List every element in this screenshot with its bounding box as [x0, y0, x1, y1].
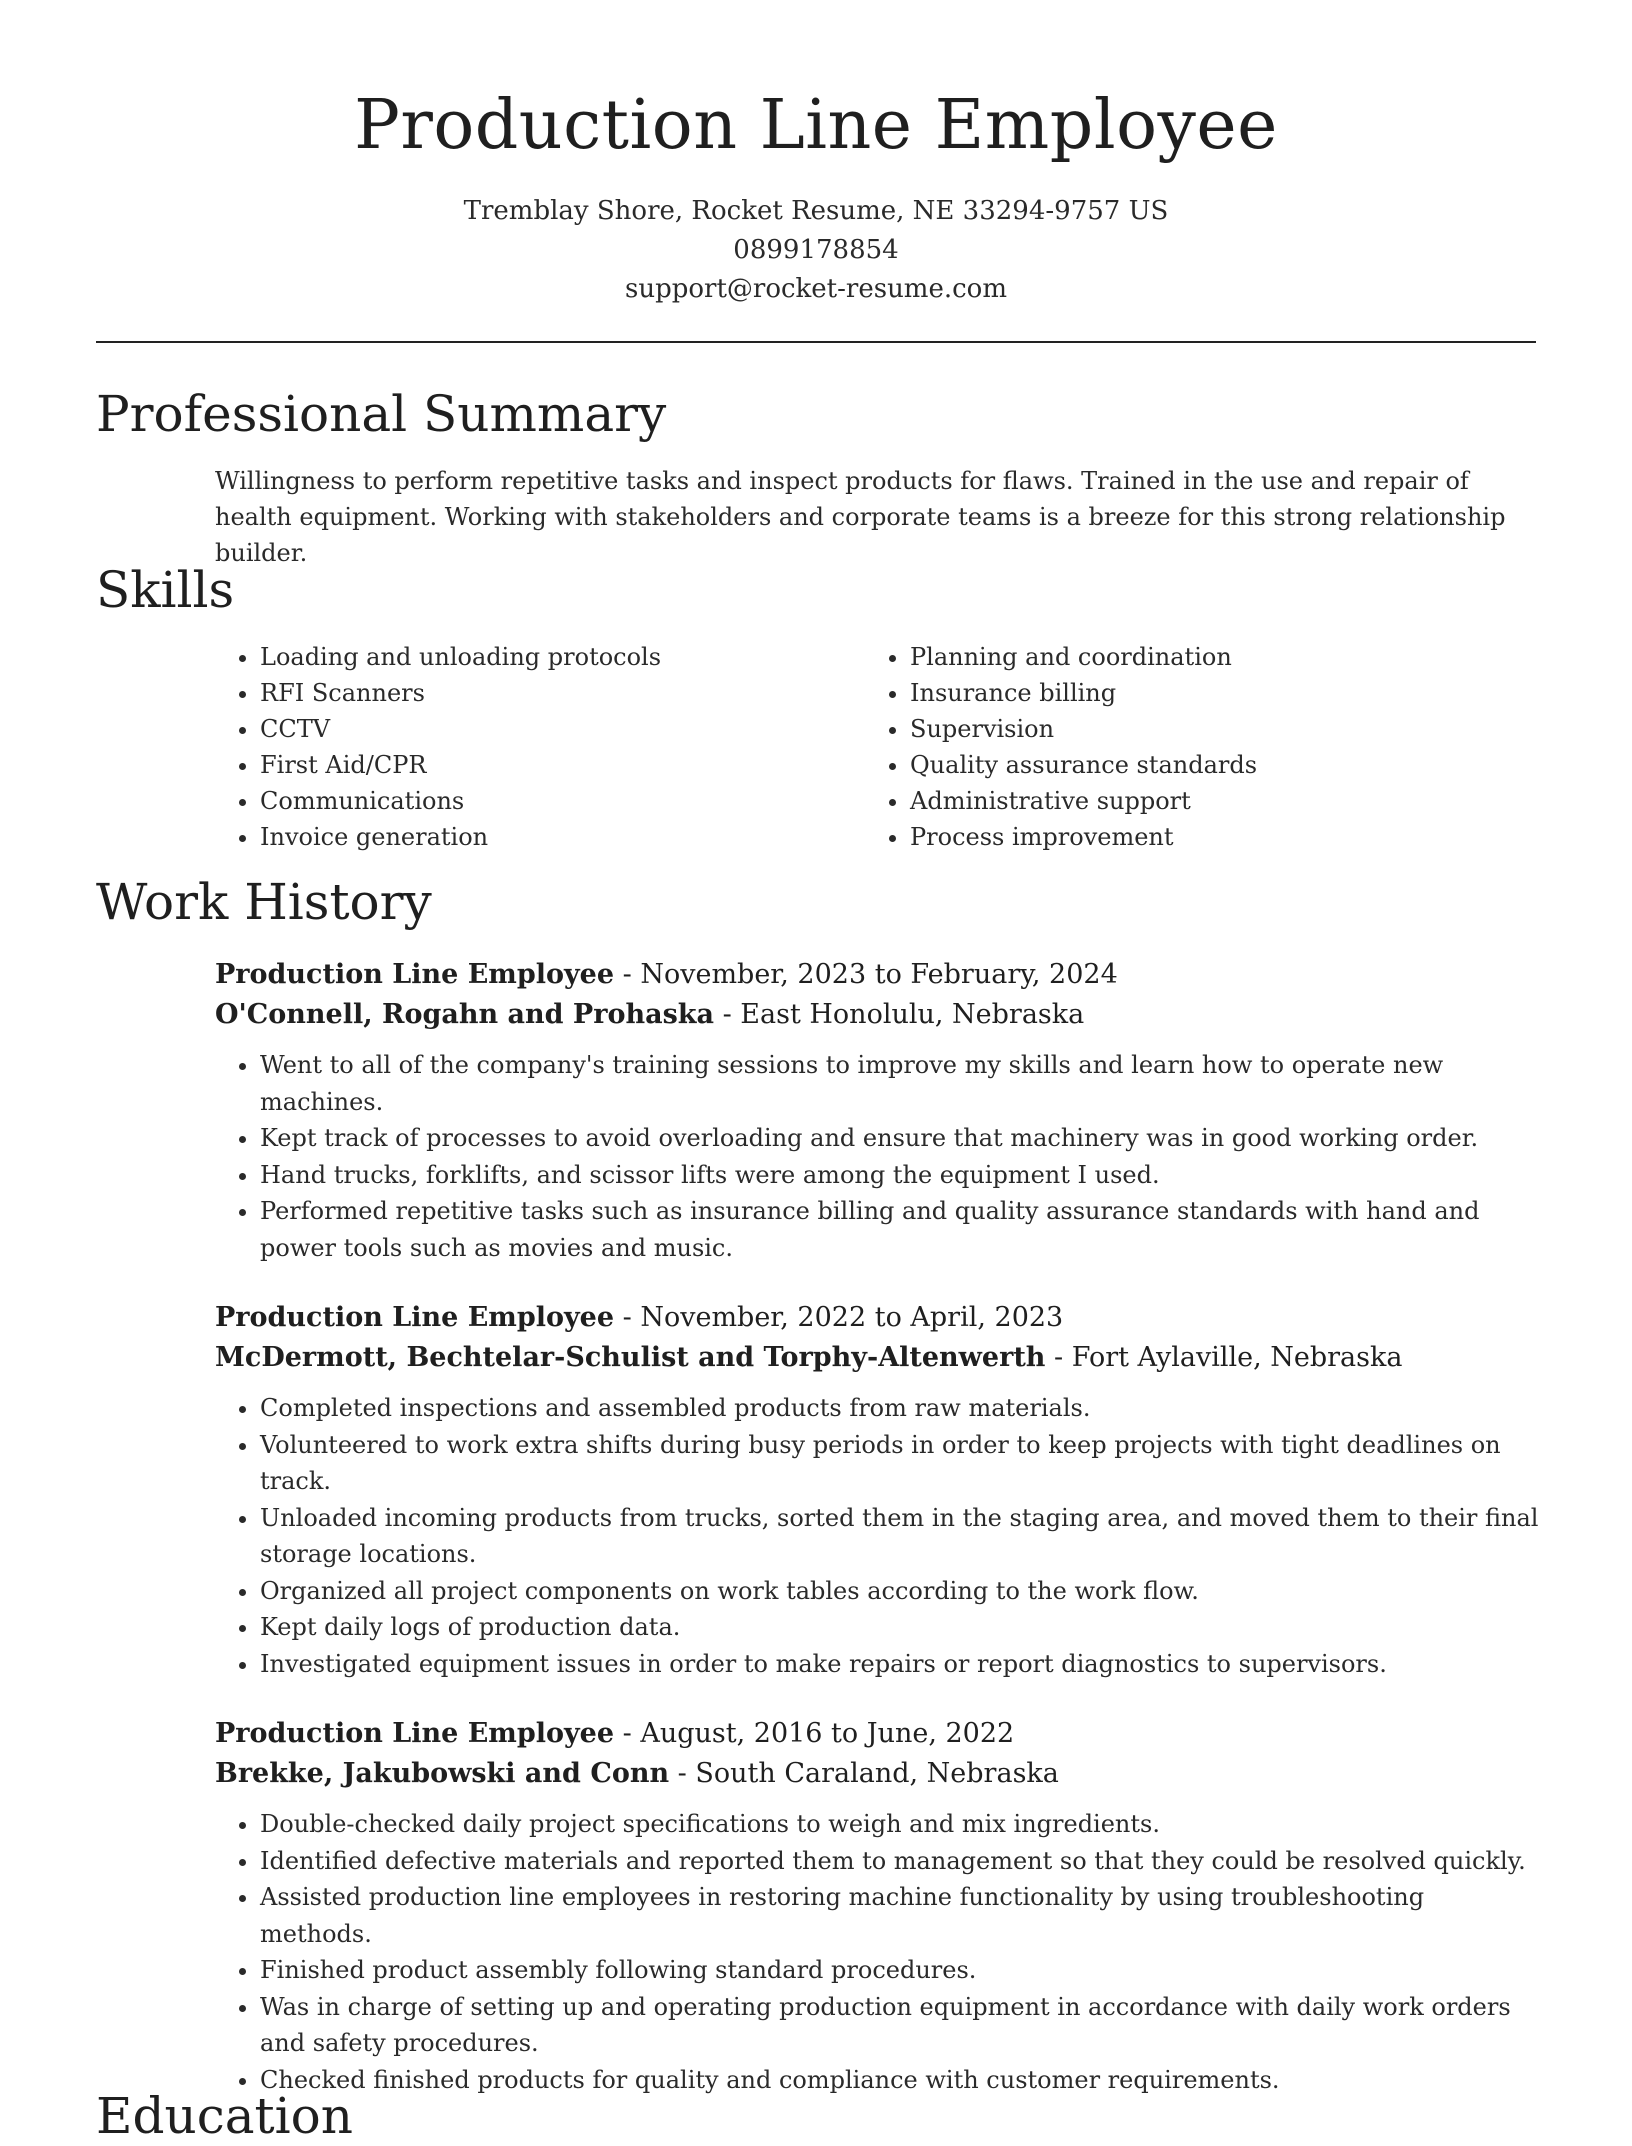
job-bullets — [215, 1390, 1540, 1682]
skill-item: • Loading and unloading protocols — [260, 639, 865, 675]
job-dates: - November, 2022 to April, 2023 — [614, 1302, 1064, 1333]
job-bullets — [215, 1806, 1540, 2098]
job-company: O'Connell, Rogahn and Prohaska — [215, 999, 714, 1030]
job-entry — [215, 1714, 1540, 2098]
job-dates: - August, 2016 to June, 2022 — [614, 1718, 1015, 1749]
job-bullet: • Checked finished products for quality and compliance with customer requirements. — [260, 2062, 1540, 2099]
job-bullet: • Kept track of processes to avoid overloading and ensure that machinery was in good working order. — [260, 1120, 1540, 1157]
job-dates: - November, 2023 to February, 2024 — [614, 959, 1118, 990]
job-location: - East Honolulu, Nebraska — [714, 999, 1085, 1030]
summary-text: Willingness to perform repetitive tasks and inspect products for flaws. Trained in the use and repair of health equipment. Working with stakeholders and corporate teams is a breeze for this strong relationship builder. — [215, 467, 1506, 567]
header-divider — [96, 341, 1536, 343]
work-history-heading: Work History — [96, 873, 432, 931]
job-location: - South Caraland, Nebraska — [669, 1758, 1059, 1789]
job-bullet: • Performed repetitive tasks such as insurance billing and quality assurance standards with hand and power tools such as movies and music. — [260, 1193, 1540, 1266]
contact-address: Tremblay Shore, Rocket Resume, NE 33294-9757 US — [463, 196, 1169, 226]
skill-item: • Invoice generation — [260, 819, 865, 855]
skill-item: • Supervision — [910, 711, 1515, 747]
job-entry — [215, 955, 1540, 1266]
job-role: Production Line Employee — [215, 959, 615, 990]
job-role: Production Line Employee — [215, 1302, 615, 1333]
job-bullet: • Completed inspections and assembled products from raw materials. — [260, 1390, 1540, 1427]
job-location: - Fort Aylaville, Nebraska — [1045, 1342, 1403, 1373]
skill-item: • Planning and coordination — [910, 639, 1515, 675]
skill-item: • Quality assurance standards — [910, 747, 1515, 783]
job-title-line — [215, 955, 1540, 995]
job-company: McDermott, Bechtelar-Schulist and Torphy-Altenwerth — [215, 1342, 1046, 1373]
job-bullet: • Kept daily logs of production data. — [260, 1609, 1540, 1646]
job-company-line — [215, 1338, 1540, 1378]
job-bullet: • Unloaded incoming products from trucks, sorted them in the staging area, and moved them to their final storage locations. — [260, 1500, 1540, 1573]
job-bullet: • Went to all of the company's training sessions to improve my skills and learn how to operate new machines. — [260, 1047, 1540, 1120]
contact-info — [96, 192, 1536, 309]
skill-item: • Process improvement — [910, 819, 1515, 855]
summary-heading: Professional Summary — [96, 385, 667, 443]
job-bullet: • Finished product assembly following standard procedures. — [260, 1952, 1540, 1989]
job-bullet: • Assisted production line employees in restoring machine functionality by using troubleshooting methods. — [260, 1879, 1540, 1952]
job-bullet: • Double-checked daily project specifications to weigh and mix ingredients. — [260, 1806, 1540, 1843]
skill-item: • RFI Scanners — [260, 675, 865, 711]
skill-item: • CCTV — [260, 711, 865, 747]
job-bullet: • Organized all project components on work tables according to the work flow. — [260, 1573, 1540, 1610]
skills-heading: Skills — [96, 561, 235, 619]
job-company-line — [215, 995, 1540, 1035]
skill-item: • Communications — [260, 783, 865, 819]
job-bullet: • Investigated equipment issues in order to make repairs or report diagnostics to supervisors. — [260, 1646, 1540, 1683]
job-bullet: • Hand trucks, forklifts, and scissor lifts were among the equipment I used. — [260, 1157, 1540, 1194]
candidate-name: Production Line Employee — [354, 86, 1278, 165]
job-bullets — [215, 1047, 1540, 1266]
job-bullet: • Volunteered to work extra shifts during busy periods in order to keep projects with tight deadlines on track. — [260, 1427, 1540, 1500]
job-bullet: • Identified defective materials and reported them to management so that they could be resolved quickly. — [260, 1843, 1540, 1880]
skill-item: • Administrative support — [910, 783, 1515, 819]
job-company: Brekke, Jakubowski and Conn — [215, 1758, 670, 1789]
job-company-line — [215, 1754, 1540, 1794]
job-role: Production Line Employee — [215, 1718, 615, 1749]
contact-phone: 0899178854 — [733, 235, 899, 265]
job-entry — [215, 1298, 1540, 1682]
education-heading: Education — [96, 2087, 353, 2145]
skill-item: • Insurance billing — [910, 675, 1515, 711]
job-title-line — [215, 1714, 1540, 1754]
contact-email: support@rocket-resume.com — [624, 274, 1007, 304]
skills-column-left — [215, 639, 865, 855]
skills-column-right — [865, 639, 1515, 855]
skills-list — [215, 639, 1535, 855]
job-bullet: • Was in charge of setting up and operating production equipment in accordance with daily work orders and safety procedures. — [260, 1989, 1540, 2062]
skill-item: • First Aid/CPR — [260, 747, 865, 783]
job-title-line — [215, 1298, 1540, 1338]
